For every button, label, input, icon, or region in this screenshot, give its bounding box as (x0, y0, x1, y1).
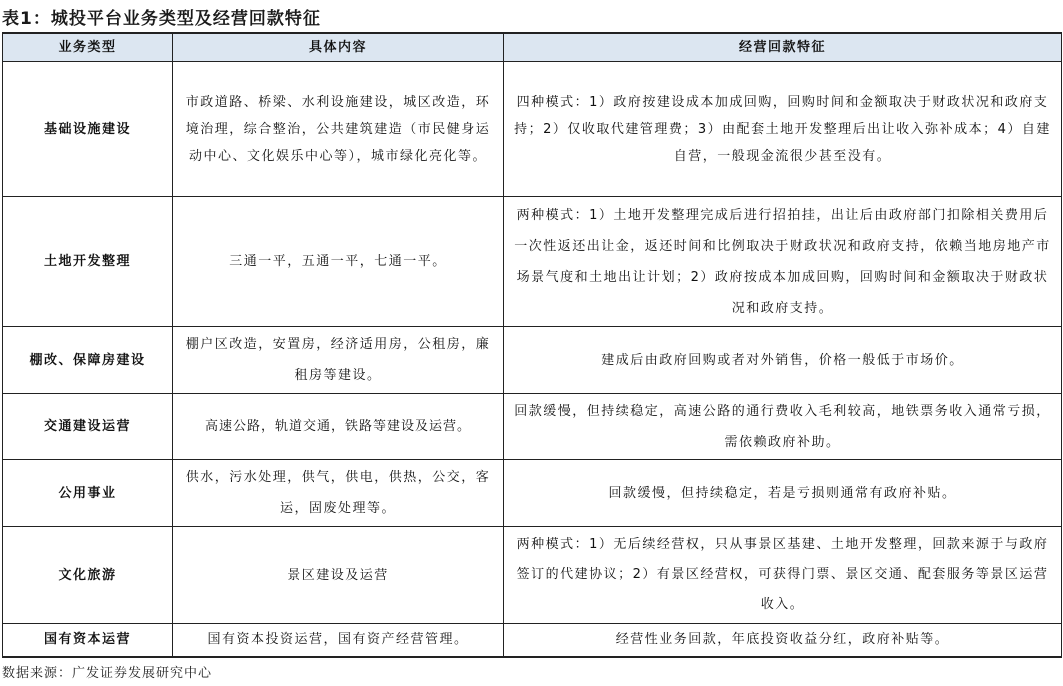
cell-feature: 回款缓慢，但持续稳定，若是亏损则通常有政府补贴。 (504, 460, 1062, 527)
data-source-note: 数据来源：广发证券发展研究中心 (2, 666, 213, 681)
table-header-row (3, 33, 1062, 62)
cell-type: 土地开发整理 (3, 197, 173, 327)
cell-content: 供水，污水处理，供气，供电，供热，公交，客运，固废处理等。 (173, 460, 504, 527)
cell-feature: 四种模式：1）政府按建设成本加成回购，回购时间和金额取决于财政状况和政府支持；2）仅收取代建管理费；3）由配套土地开发整理后出让收入弥补成本；4）自建自营，一般现金流很少甚至没有。 (504, 62, 1062, 197)
table-row (3, 327, 1062, 394)
cell-feature: 经营性业务回款，年底投资收益分红，政府补贴等。 (504, 624, 1062, 657)
cell-feature: 两种模式：1）土地开发整理完成后进行招拍挂，出让后由政府部门扣除相关费用后一次性返还出让金，返还时间和比例取决于财政状况和政府支持，依赖当地房地产市场景气度和土地出让计划；2）政府按成本加成回购，回购时间和金额取决于财政状况和政府支持。 (504, 197, 1062, 327)
table-row (3, 624, 1062, 657)
table-row (3, 62, 1062, 197)
cell-content: 景区建设及运营 (173, 527, 504, 624)
cell-content: 市政道路、桥梁、水利设施建设，城区改造，环境治理，综合整治，公共建筑建造（市民健身运动中心、文化娱乐中心等），城市绿化亮化等。 (173, 62, 504, 197)
table-row (3, 197, 1062, 327)
table-row (3, 527, 1062, 624)
cell-content: 棚户区改造，安置房，经济适用房，公租房，廉租房等建设。 (173, 327, 504, 394)
cell-type: 国有资本运营 (3, 624, 173, 657)
header-content: 具体内容 (173, 33, 504, 62)
cell-feature: 两种模式：1）无后续经营权，只从事景区基建、土地开发整理，回款来源于与政府签订的代建协议；2）有景区经营权，可获得门票、景区交通、配套服务等景区运营收入。 (504, 527, 1062, 624)
header-business-type: 业务类型 (3, 33, 173, 62)
cell-content: 国有资本投资运营，国有资产经营管理。 (173, 624, 504, 657)
cell-type: 基础设施建设 (3, 62, 173, 197)
cell-feature: 建成后由政府回购或者对外销售，价格一般低于市场价。 (504, 327, 1062, 394)
cell-type: 交通建设运营 (3, 394, 173, 460)
table-title: 表1：城投平台业务类型及经营回款特征 (2, 9, 321, 29)
header-payment-feature: 经营回款特征 (504, 33, 1062, 62)
cell-type: 文化旅游 (3, 527, 173, 624)
cell-content: 高速公路，轨道交通，铁路等建设及运营。 (173, 394, 504, 460)
table-row (3, 394, 1062, 460)
cell-content: 三通一平，五通一平，七通一平。 (173, 197, 504, 327)
cell-feature: 回款缓慢，但持续稳定，高速公路的通行费收入毛利较高，地铁票务收入通常亏损，需依赖政府补助。 (504, 394, 1062, 460)
cell-type: 棚改、保障房建设 (3, 327, 173, 394)
table-row (3, 460, 1062, 527)
business-type-table (2, 32, 1062, 658)
cell-type: 公用事业 (3, 460, 173, 527)
